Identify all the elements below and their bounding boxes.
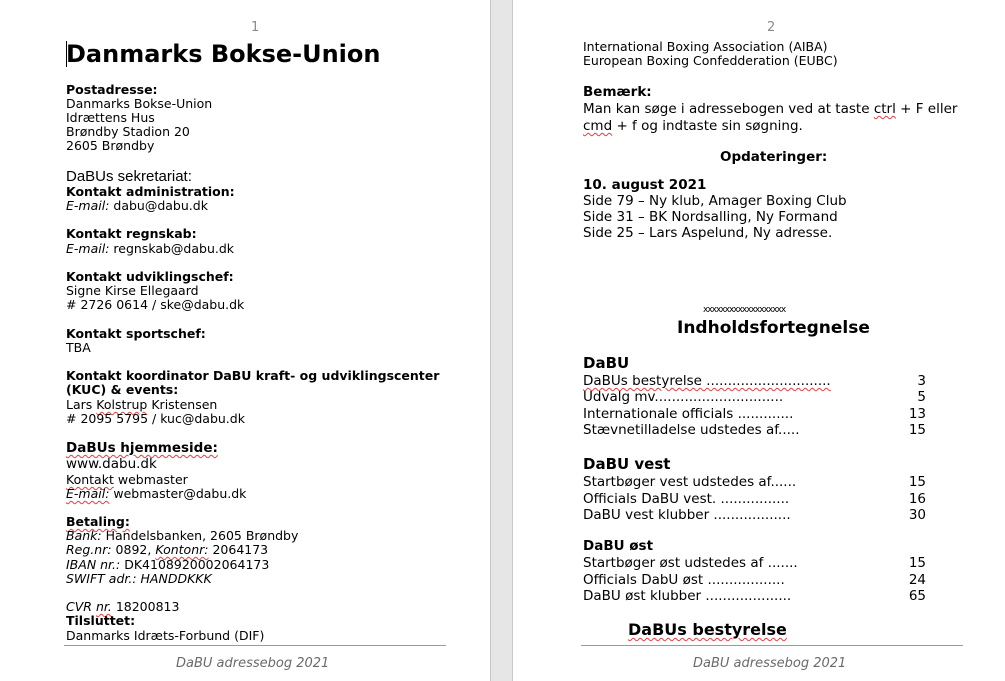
note-text: Man kan søge i adressebogen ved at taste [583,101,870,117]
kuc-name[interactable] [66,398,217,412]
postal-line[interactable]: Idrættens Hus [66,110,155,125]
web-contact-label: Kontakt [66,472,114,487]
toc-label: DaBUs bestyrelse ............................. [583,373,831,389]
konto-label: Kontonr: [155,542,209,557]
bank-label: Bank: [66,528,102,543]
toc-row[interactable] [583,507,926,523]
cvr-value: 18200813 [115,599,180,614]
kuc-middle-name: Kolstrup [96,397,148,412]
note-text: + f og indtaste sin søgning. [616,118,803,134]
accounting-email-line[interactable] [66,242,234,256]
association-line[interactable]: International Boxing Association (AIBA) [583,39,828,54]
board-heading-text: DaBUs bestyrelse [628,620,787,639]
iban-line[interactable] [66,558,269,572]
footer-text[interactable]: DaBU adressebog 2021 [693,656,847,671]
accounting-email[interactable]: regnskab@dabu.dk [113,241,235,256]
cvr-line[interactable] [66,600,179,614]
iban-label: IBAN nr.: [66,557,121,572]
note-heading[interactable]: Bemærk: [583,84,652,100]
dev-name[interactable]: Signe Kirse Ellegaard [66,283,199,298]
bank-line[interactable] [66,529,298,543]
toc-row[interactable] [583,373,926,389]
dev-heading[interactable]: Kontakt udviklingschef: [66,269,234,284]
toc-page: 15 [908,474,926,490]
note-line-2[interactable] [583,118,803,134]
swift-line[interactable]: SWIFT adr.: HANDDKKK [66,571,212,586]
web-email[interactable]: webmaster@dabu.dk [113,486,247,501]
kuc-first-name: Lars [66,397,93,412]
toc-row[interactable] [583,491,926,507]
email-label: E-mail: [66,486,110,501]
toc-row[interactable] [583,422,926,438]
document-title[interactable]: Danmarks Bokse-Union [66,40,381,68]
toc-page: 13 [908,406,926,422]
admin-email-line[interactable] [66,199,208,213]
association-line[interactable]: European Boxing Confedderation (EUBC) [583,53,838,68]
web-url[interactable]: www.dabu.dk [66,456,157,472]
affiliated-value[interactable]: Danmarks Idræts-Forbund (DIF) [66,628,265,643]
toc-label: DaBU vest klubber .................. [583,507,791,523]
ctrl-key-text: ctrl [873,101,896,117]
konto-value: 2064173 [212,542,269,557]
affiliated-heading[interactable]: Tilsluttet: [66,613,136,628]
toc-page: 3 [917,373,926,389]
board-heading[interactable] [628,620,787,639]
toc-row[interactable] [583,588,926,604]
email-label: E-mail: [66,241,110,256]
update-item[interactable]: Side 79 – Ny klub, Amager Boxing Club [583,193,847,209]
kuc-last-name: Kristensen [151,397,218,412]
note-line-1[interactable] [583,101,957,117]
email-label: E-mail: [66,198,110,213]
postal-heading[interactable]: Postadresse: [66,82,158,97]
postal-line[interactable]: 2605 Brøndby [66,138,155,153]
toc-section-heading[interactable]: DaBU [583,354,630,372]
section-divider: xxxxxxxxxxxxxxxxxxx [703,305,786,315]
footer-divider [581,645,963,646]
toc-page: 16 [908,491,926,507]
bank-value: Handelsbanken, 2605 Brøndby [105,528,299,543]
footer-divider [64,645,446,646]
postal-line[interactable]: Danmarks Bokse-Union [66,96,213,111]
toc-label: Officials DabU øst .................. [583,572,785,588]
toc-row[interactable] [583,389,926,405]
update-item[interactable]: Side 25 – Lars Aspelund, Ny adresse. [583,225,833,241]
toc-page: 5 [917,389,926,405]
toc-label: Startbøger vest udstedes af...... [583,474,797,490]
toc-section-heading[interactable]: DaBU vest [583,455,671,473]
dev-contact[interactable]: # 2726 0614 / ske@dabu.dk [66,297,245,312]
cvr-nr-label: nr. [95,599,112,614]
web-email-line[interactable] [66,487,246,501]
sport-value[interactable]: TBA [66,340,91,355]
toc-row[interactable] [583,572,926,588]
toc-label: Officials DaBU vest. ................ [583,491,790,507]
web-contact-role: webmaster [117,472,188,487]
toc-label: Internationale officials ............. [583,406,794,422]
note-text: + F eller [900,101,958,117]
toc-label: Stævnetilladelse udstedes af..... [583,422,800,438]
postal-line[interactable]: Brøndby Stadion 20 [66,124,190,139]
toc-label: Udvalg mv.............................. [583,389,784,405]
toc-page: 15 [908,422,926,438]
payment-heading-text: Betaling: [66,514,130,529]
page-gutter [490,0,513,681]
toc-title[interactable]: Indholdsfortegnelse [677,318,870,338]
admin-email[interactable]: dabu@dabu.dk [113,198,208,213]
web-heading-text: DaBUs hjemmeside: [66,440,218,456]
updates-heading[interactable]: Opdateringer: [720,149,828,165]
sport-heading[interactable]: Kontakt sportschef: [66,326,206,341]
toc-page: 15 [908,555,926,571]
footer-text[interactable]: DaBU adressebog 2021 [176,656,330,671]
toc-label: Startbøger øst udstedes af ....... [583,555,798,571]
toc-row[interactable] [583,406,926,422]
admin-heading[interactable]: Kontakt administration: [66,184,235,199]
update-date[interactable]: 10. august 2021 [583,177,707,193]
page-number-1: 1 [251,20,260,35]
kuc-heading-line-2[interactable]: (KUC) & events: [66,382,179,397]
reg-value: 0892, [115,542,152,557]
update-item[interactable]: Side 31 – BK Nordsalling, Ny Formand [583,209,838,225]
reg-label: Reg.nr: [66,542,112,557]
reg-line[interactable] [66,543,268,557]
payment-heading[interactable] [66,515,130,529]
accounting-heading[interactable]: Kontakt regnskab: [66,226,197,241]
web-heading[interactable] [66,440,218,456]
secretariat-heading[interactable]: DaBUs sekretariat: [66,168,192,185]
toc-page: 24 [908,572,926,588]
toc-section-heading[interactable]: DaBU øst [583,538,654,554]
toc-page: 65 [908,588,926,604]
kuc-contact[interactable]: # 2095 5795 / kuc@dabu.dk [66,411,245,426]
web-contact[interactable] [66,473,188,487]
toc-page: 30 [908,507,926,523]
toc-row[interactable] [583,555,926,571]
page-number-2: 2 [767,20,776,35]
iban-value: DK4108920002064173 [124,557,270,572]
cvr-label: CVR [66,599,92,614]
kuc-heading-line-1[interactable]: Kontakt koordinator DaBU kraft- og udviklingscenter [66,368,440,383]
toc-label: DaBU øst klubber .................... [583,588,792,604]
cmd-key-text: cmd [583,118,613,134]
toc-row[interactable] [583,474,926,490]
